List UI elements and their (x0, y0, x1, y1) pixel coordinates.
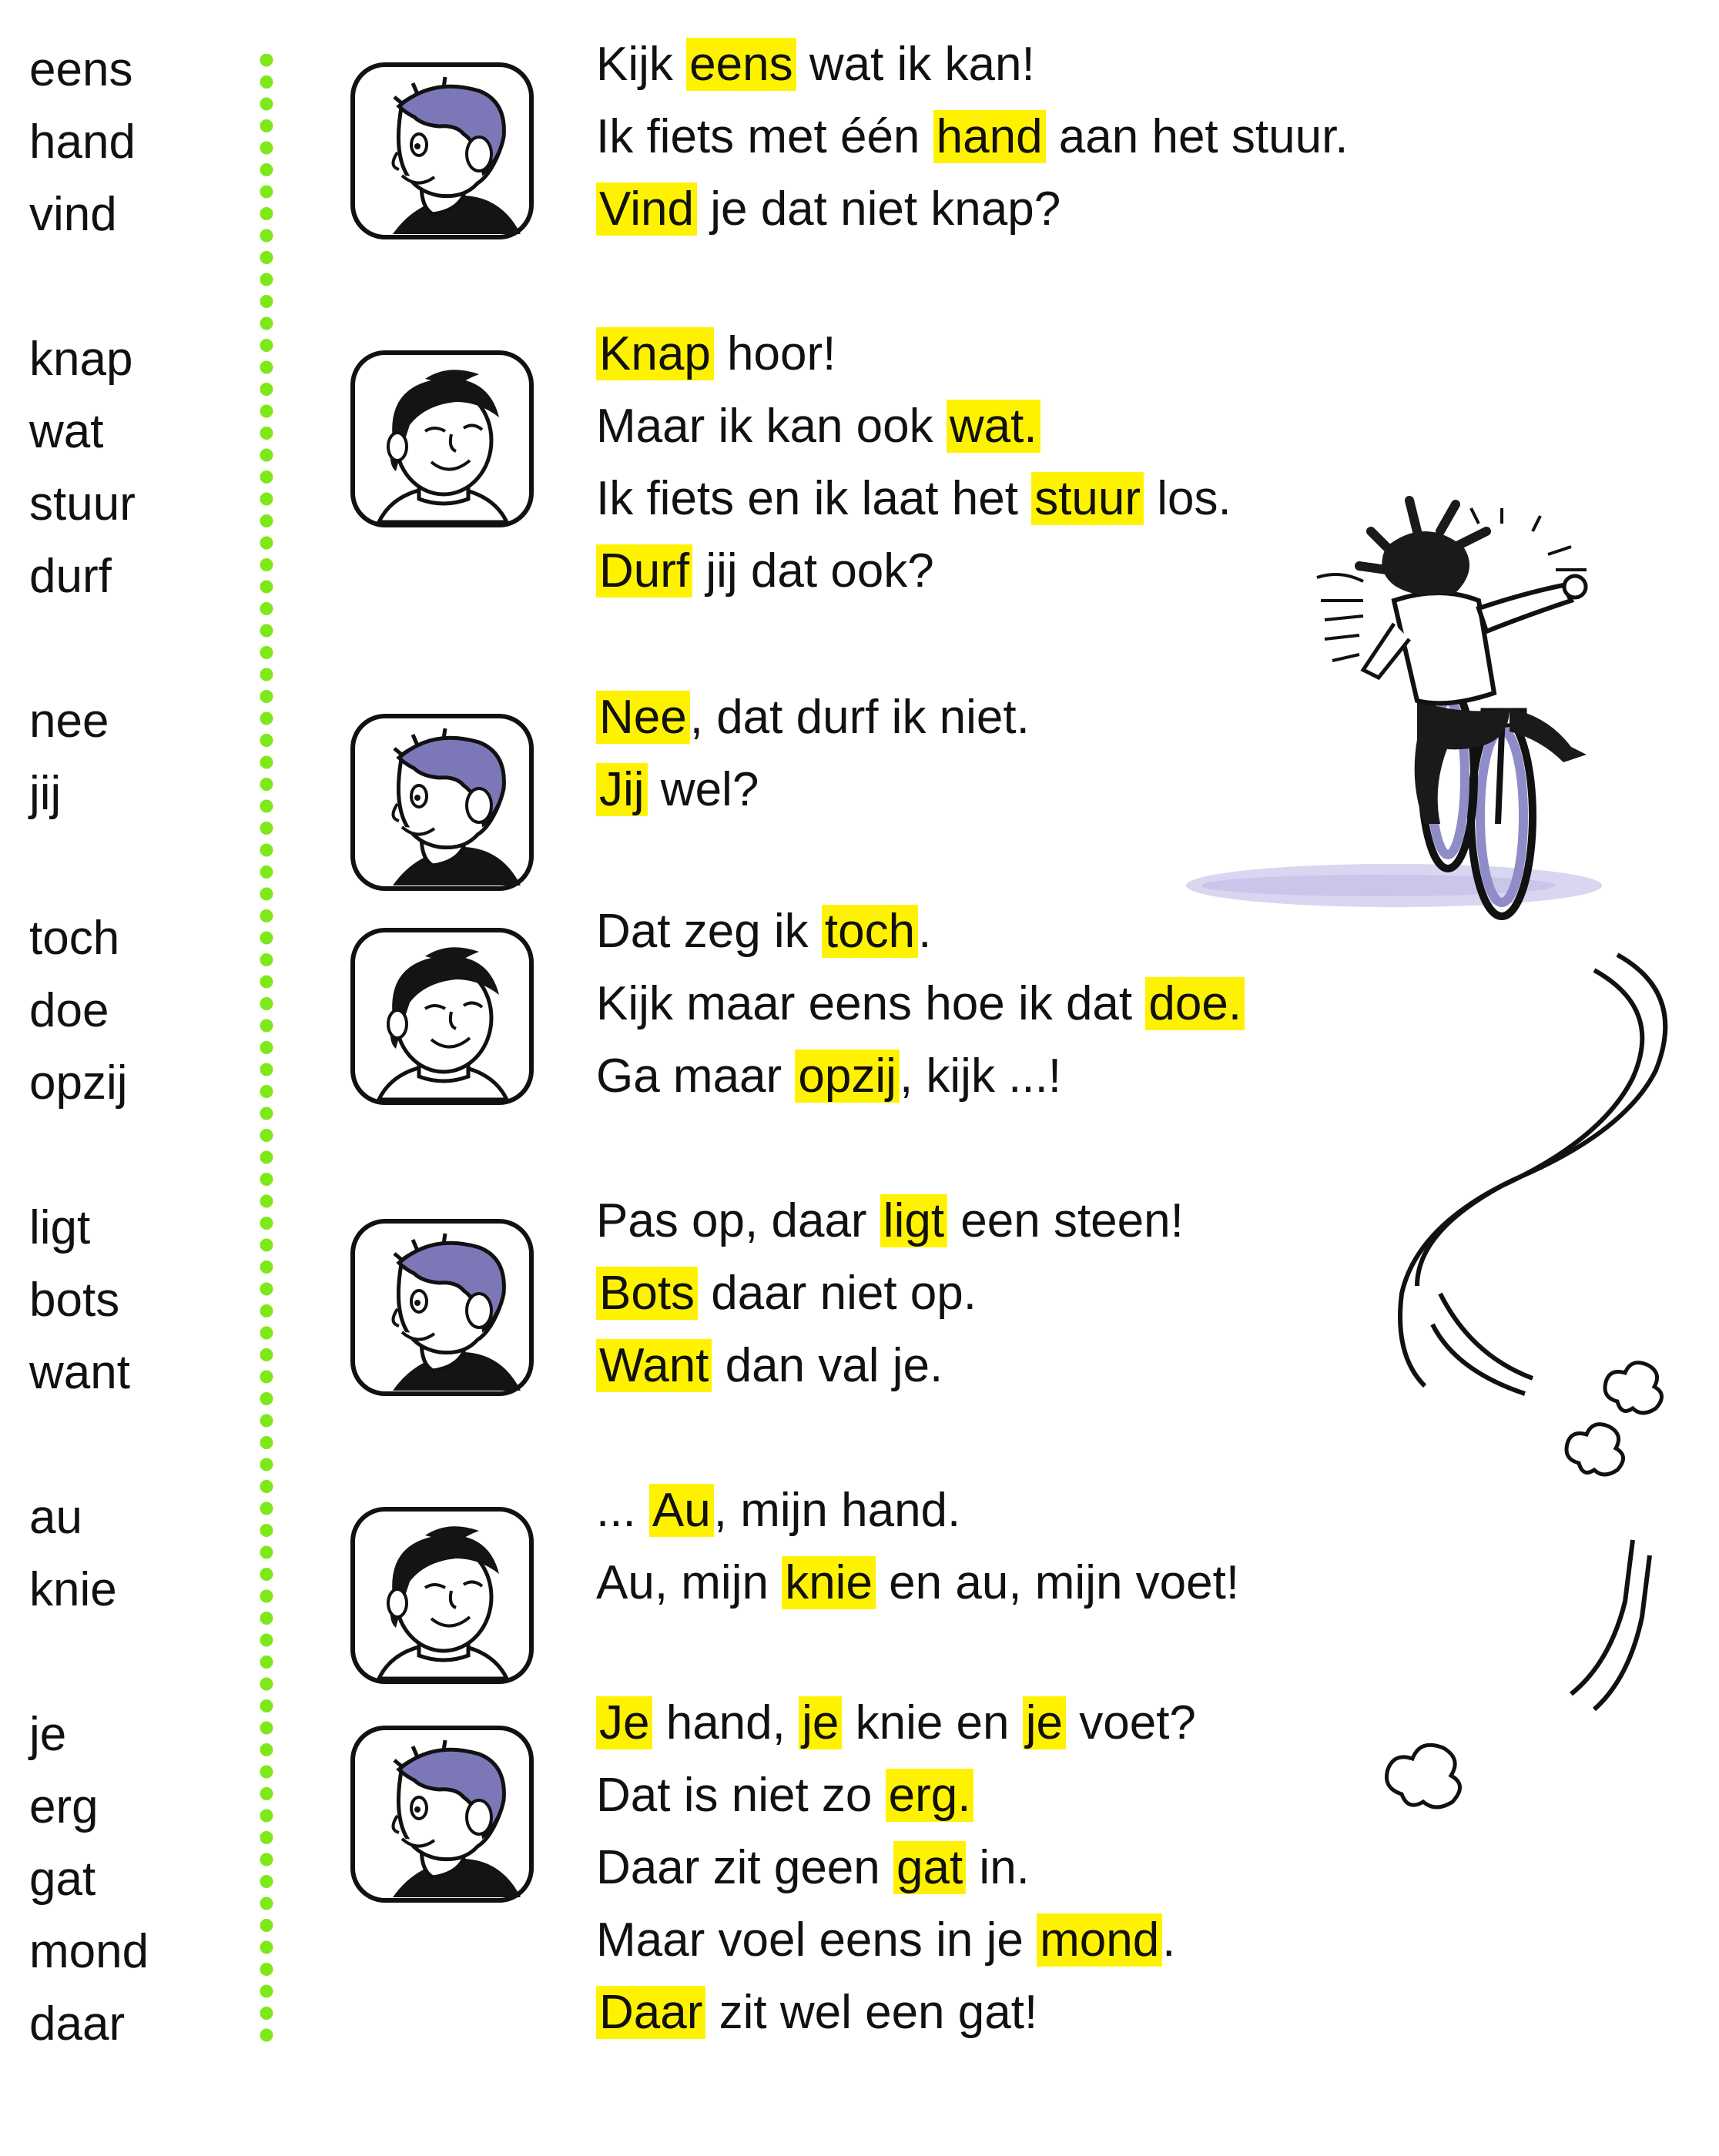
dotted-separator (257, 54, 276, 2056)
highlighted-word: eens (686, 38, 796, 91)
line-text: . (1162, 1913, 1176, 1967)
separator-dot (260, 690, 273, 703)
highlighted-word: wat. (947, 400, 1040, 453)
line-text: dan val je. (712, 1339, 943, 1392)
separator-dot (260, 427, 273, 440)
highlighted-word: gat (893, 1841, 966, 1894)
word-item: durf (29, 550, 112, 603)
separator-dot (260, 1897, 273, 1910)
dialogue-line (596, 1839, 1030, 1897)
separator-dot (260, 251, 273, 264)
line-text: wat ik kan! (796, 38, 1035, 91)
highlighted-word: Want (596, 1339, 712, 1392)
separator-dot (260, 558, 273, 571)
word-item: gat (29, 1853, 96, 1906)
line-text: Ga maar (596, 1050, 796, 1103)
highlighted-word: toch (822, 905, 918, 958)
separator-dot (260, 1568, 273, 1581)
highlighted-word: Au (649, 1484, 714, 1537)
line-text: Kijk (596, 38, 687, 91)
separator-dot (260, 119, 273, 132)
word-item: toch (29, 912, 120, 965)
separator-dot (260, 1722, 273, 1735)
separator-dot (260, 75, 273, 89)
separator-dot (260, 361, 273, 374)
line-text: ... (596, 1484, 649, 1537)
separator-dot (260, 383, 273, 396)
separator-dot (260, 712, 273, 725)
line-text: knie en (842, 1696, 1023, 1749)
line-text: zit wel een gat! (705, 1986, 1038, 2039)
line-text: Au, mijn (596, 1556, 782, 1609)
highlighted-word: je (1023, 1696, 1066, 1749)
word-item: jij (29, 767, 62, 820)
dialogue-line (596, 1047, 1061, 1106)
line-text: Ik fiets en ik laat het (596, 472, 1032, 525)
line-text: , dat durf ik niet. (689, 691, 1030, 744)
separator-dot (260, 1656, 273, 1669)
separator-dot (260, 1985, 273, 1998)
word-item: bots (29, 1274, 120, 1327)
dialogue-line (596, 688, 1030, 747)
line-text: Maar voel eens in je (596, 1913, 1037, 1967)
boy-avatar (348, 1723, 536, 1905)
separator-dot (260, 142, 273, 155)
separator-dot (260, 2029, 273, 2042)
line-text: hand, (652, 1696, 799, 1749)
dialogue-line (596, 1766, 973, 1825)
separator-dot (260, 800, 273, 813)
highlighted-word: Jij (596, 763, 648, 816)
separator-dot (260, 1392, 273, 1405)
separator-dot (260, 734, 273, 747)
boy-avatar (348, 60, 536, 242)
girl-avatar (348, 926, 536, 1107)
highlighted-word: ligt (880, 1194, 947, 1247)
separator-dot (260, 1480, 273, 1493)
separator-dot (260, 865, 273, 879)
word-item: mond (29, 1925, 149, 1978)
separator-dot (260, 822, 273, 835)
separator-dot (260, 1129, 273, 1142)
separator-dot (260, 273, 273, 286)
line-text: los. (1144, 472, 1231, 525)
highlighted-word: Daar (596, 1986, 705, 2039)
separator-dot (260, 646, 273, 659)
dialogue-line (596, 542, 934, 601)
word-item: doe (29, 984, 109, 1037)
line-text: Dat is niet zo (596, 1769, 886, 1822)
separator-dot (260, 756, 273, 769)
highlighted-word: Bots (596, 1267, 698, 1320)
separator-dot (260, 1304, 273, 1317)
word-item: wat (29, 405, 104, 458)
separator-dot (260, 1260, 273, 1274)
separator-dot (260, 1634, 273, 1647)
dialogue-line (596, 1554, 1239, 1612)
dialogue-line (596, 1337, 943, 1395)
line-text: hoor! (713, 327, 836, 380)
separator-dot (260, 470, 273, 484)
dialogue-line (596, 397, 1040, 456)
word-item: knie (29, 1563, 117, 1616)
separator-dot (260, 844, 273, 857)
line-text: in. (966, 1841, 1030, 1894)
separator-dot (260, 997, 273, 1010)
separator-dot (260, 295, 273, 308)
separator-dot (260, 1019, 273, 1033)
word-item: nee (29, 695, 109, 748)
line-text: Ik fiets met één (596, 110, 933, 163)
word-item: je (29, 1708, 67, 1761)
highlighted-word: Knap (596, 327, 714, 380)
word-item: hand (29, 116, 136, 169)
word-item: vind (29, 188, 117, 241)
word-item: erg (29, 1780, 99, 1833)
word-item: opzij (29, 1056, 128, 1110)
separator-dot (260, 1524, 273, 1537)
separator-dot (260, 1436, 273, 1449)
separator-dot (260, 1678, 273, 1691)
separator-dot (260, 909, 273, 922)
separator-dot (260, 1063, 273, 1076)
line-text: en au, mijn voet! (875, 1556, 1240, 1609)
separator-dot (260, 537, 273, 550)
separator-dot (260, 1853, 273, 1866)
girl-avatar (348, 1505, 536, 1686)
highlighted-word: knie (782, 1556, 876, 1609)
dialogue-line (596, 180, 1061, 239)
separator-dot (260, 1941, 273, 1954)
separator-dot (260, 1590, 273, 1603)
dialogue-line (596, 761, 759, 819)
word-item: ligt (29, 1201, 91, 1254)
separator-dot (260, 2007, 273, 2020)
dialogue-line (596, 1911, 1175, 1970)
separator-dot (260, 1612, 273, 1625)
separator-dot (260, 1327, 273, 1340)
dialogue-line (596, 1481, 960, 1540)
separator-dot (260, 1107, 273, 1120)
separator-dot (260, 1787, 273, 1800)
separator-dot (260, 514, 273, 527)
boy-avatar (348, 711, 536, 893)
line-text: Maar ik kan ook (596, 400, 947, 453)
separator-dot (260, 1414, 273, 1428)
separator-dot (260, 1239, 273, 1252)
separator-dot (260, 624, 273, 638)
highlighted-word: Je (596, 1696, 652, 1749)
line-text: daar niet op. (698, 1267, 977, 1320)
bike-track-illustration (1363, 924, 1710, 1833)
dialogue-line (596, 470, 1231, 528)
line-text: wel? (647, 763, 759, 816)
separator-dot (260, 163, 273, 176)
separator-dot (260, 339, 273, 352)
separator-dot (260, 1348, 273, 1361)
separator-dot (260, 932, 273, 945)
separator-dot (260, 1963, 273, 1976)
separator-dot (260, 1151, 273, 1164)
separator-dot (260, 581, 273, 594)
separator-dot (260, 602, 273, 615)
separator-dot (260, 1502, 273, 1515)
line-text: . (918, 905, 932, 958)
separator-dot (260, 493, 273, 506)
dialogue-line (596, 35, 1035, 94)
highlighted-word: mond (1037, 1913, 1162, 1967)
dialogue-line (596, 1264, 977, 1323)
word-item: daar (29, 1997, 126, 2051)
separator-dot (260, 317, 273, 330)
highlighted-word: hand (933, 110, 1046, 163)
dialogue-line (596, 1984, 1037, 2042)
separator-dot (260, 1831, 273, 1844)
cyclist-illustration (1186, 485, 1617, 932)
separator-dot (260, 98, 273, 111)
highlighted-word: Durf (596, 544, 692, 598)
dialogue-line (596, 108, 1349, 166)
separator-dot (260, 1217, 273, 1230)
separator-dot (260, 953, 273, 966)
line-text: , mijn hand. (713, 1484, 961, 1537)
line-text: jij dat ook? (692, 544, 934, 598)
separator-dot (260, 229, 273, 243)
separator-dot (260, 1919, 273, 1932)
separator-dot (260, 1743, 273, 1756)
line-text: Daar zit geen (596, 1841, 893, 1894)
line-text: aan het stuur. (1045, 110, 1349, 163)
separator-dot (260, 976, 273, 989)
separator-dot (260, 1546, 273, 1559)
separator-dot (260, 888, 273, 901)
dialogue-line (596, 975, 1245, 1033)
separator-dot (260, 1371, 273, 1384)
separator-dot (260, 1699, 273, 1712)
separator-dot (260, 186, 273, 199)
line-text: een steen! (947, 1194, 1184, 1247)
dialogue-line (596, 325, 836, 383)
separator-dot (260, 1085, 273, 1098)
highlighted-word: Nee (596, 691, 690, 744)
line-text: voet? (1066, 1696, 1196, 1749)
separator-dot (260, 54, 273, 67)
highlighted-word: opzij (795, 1050, 900, 1103)
separator-dot (260, 449, 273, 462)
separator-dot (260, 668, 273, 681)
highlighted-word: doe. (1145, 977, 1245, 1030)
separator-dot (260, 1173, 273, 1186)
line-text: , kijk ...! (899, 1050, 1062, 1103)
separator-dot (260, 1041, 273, 1054)
word-item: knap (29, 333, 133, 386)
dialogue-line (596, 902, 931, 961)
word-item: stuur (29, 477, 136, 531)
separator-dot (260, 1458, 273, 1471)
dialogue-line (596, 1694, 1196, 1753)
line-text: Dat zeg ik (596, 905, 822, 958)
line-text: je dat niet knap? (696, 182, 1061, 236)
separator-dot (260, 405, 273, 418)
dialogue-line (596, 1192, 1184, 1250)
highlighted-word: stuur (1031, 472, 1144, 525)
separator-dot (260, 1195, 273, 1208)
line-text: Pas op, daar (596, 1194, 880, 1247)
separator-dot (260, 1766, 273, 1779)
highlighted-word: Vind (596, 182, 697, 236)
separator-dot (260, 1283, 273, 1296)
separator-dot (260, 1875, 273, 1888)
word-item: au (29, 1491, 82, 1544)
highlighted-word: erg. (886, 1769, 974, 1822)
boy-avatar (348, 1217, 536, 1398)
word-item: want (29, 1346, 130, 1399)
line-text: Kijk maar eens hoe ik dat (596, 977, 1146, 1030)
separator-dot (260, 778, 273, 791)
separator-dot (260, 1810, 273, 1823)
word-item: eens (29, 43, 133, 96)
separator-dot (260, 207, 273, 220)
girl-avatar (348, 348, 536, 530)
highlighted-word: je (799, 1696, 842, 1749)
